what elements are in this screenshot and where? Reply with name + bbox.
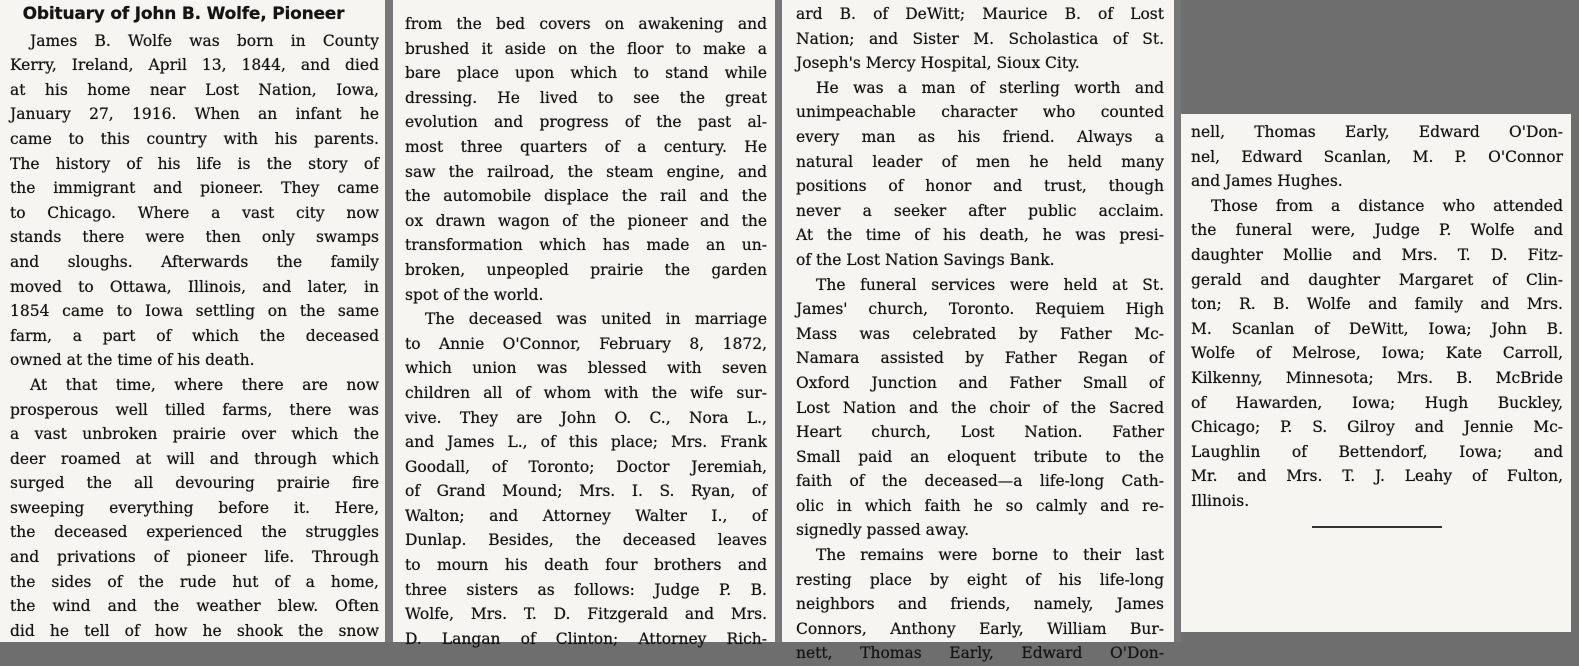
text-line: to Chicago. Where a vast city now — [10, 203, 379, 222]
text-line: transformation which has made an un- — [405, 236, 767, 255]
text-line: Oxford Junction and Father Small of — [796, 373, 1164, 392]
text-line: Laughlin of Bettendorf, Iowa; and — [1191, 442, 1563, 461]
text-line: The deceased was united in marriage — [425, 310, 767, 329]
text-line: farm, a part of which the deceased — [10, 326, 379, 345]
text-line: neighbors and friends, namely, James — [796, 595, 1164, 614]
text-line: James' church, Toronto. Requiem High — [796, 300, 1164, 319]
text-line: positions of honor and trust, though — [796, 177, 1164, 196]
text-line: Mr. and Mrs. T. J. Leahy of Fulton, — [1191, 467, 1563, 486]
text-line: signedly passed away. — [796, 521, 970, 540]
text-line: saw the railroad, the steam engine, and — [405, 162, 767, 181]
text-line: Illinois. — [1191, 491, 1250, 510]
text-line: nell, Thomas Early, Edward O'Don- — [1191, 123, 1563, 141]
text-line: stands there were then only swamps — [10, 228, 379, 247]
text-line: most three quarters of a century. He — [405, 137, 767, 156]
text-line: did he tell of how he shook the snow — [10, 621, 379, 640]
text-line: spot of the world. — [405, 285, 544, 304]
text-line: Kerry, Ireland, April 13, 1844, and died — [10, 56, 379, 75]
text-line: a vast unbroken prairie over which the — [10, 425, 379, 444]
text-line: broken, unpeopled prairie the garden — [405, 260, 767, 279]
text-line: nel, Edward Scanlan, M. P. O'Connor — [1191, 147, 1563, 166]
text-line: Connors, Anthony Early, William Bur- — [796, 619, 1164, 638]
text-line: owned at the time of his death. — [10, 351, 255, 370]
text-line: He was a man of sterling worth and — [816, 78, 1164, 97]
text-line: M. Scanlan of DeWitt, Iowa; John B. — [1191, 319, 1563, 338]
text-line: Those from a distance who attended — [1211, 196, 1563, 215]
text-line: bare place upon which to stand while — [405, 64, 767, 83]
text-line: Namara assisted by Father Regan of — [796, 349, 1164, 368]
text-line: at his home near Lost Nation, Iowa, — [10, 80, 379, 99]
text-line: Goodall, of Toronto; Doctor Jeremiah, — [405, 457, 767, 476]
text-line: Kilkenny, Minnesota; Mrs. B. McBride — [1191, 368, 1563, 387]
text-line: the automobile displace the rail and the — [405, 187, 767, 206]
column-text — [405, 12, 767, 651]
text-line: and sloughs. Afterwards the family — [10, 252, 379, 271]
text-line: ton; R. B. Wolfe and family and Mrs. — [1191, 295, 1563, 314]
text-line: of Grand Mound; Mrs. I. S. Ryan, of — [405, 482, 767, 501]
text-line: Small paid an eloquent tribute to the — [796, 447, 1164, 466]
text-line: and James Hughes. — [1191, 172, 1343, 191]
text-line: Wolfe, Mrs. T. D. Fitzgerald and Mrs. — [405, 605, 767, 624]
text-line: resting place by eight of his life-long — [796, 570, 1164, 589]
text-line: and James L., of this place; Mrs. Frank — [405, 433, 767, 452]
text-line: which union was blessed with seven — [405, 359, 767, 378]
text-line: Nation; and Sister M. Scholastica of St. — [796, 29, 1164, 48]
text-line: daughter Mollie and Mrs. T. D. Fitz- — [1191, 245, 1563, 264]
text-line: brushed it aside on the floor to make a — [405, 39, 767, 58]
text-line: The remains were borne to their last — [816, 546, 1164, 565]
clipping-column-2 — [393, 0, 775, 648]
column-text — [1191, 120, 1563, 514]
text-line: James B. Wolfe was born in County — [30, 31, 379, 50]
text-line: to Annie O'Connor, February 8, 1872, — [405, 334, 767, 353]
text-line: Lost Nation and the choir of the Sacred — [796, 398, 1164, 417]
clipping-column-3 — [782, 0, 1174, 663]
column-gutter — [385, 0, 393, 642]
text-line: January 27, 1916. When an infant he — [10, 105, 379, 124]
text-line: of the Lost Nation Savings Bank. — [796, 250, 1055, 269]
column-gutter — [1174, 0, 1181, 642]
text-line: evolution and progress of the past al- — [405, 113, 767, 132]
text-line: unimpeachable character who counted — [796, 103, 1164, 122]
text-line: the funeral were, Judge P. Wolfe and — [1191, 221, 1563, 240]
text-line: ox drawn wagon of the pioneer and the — [405, 211, 767, 230]
text-line: every man as his friend. Always a — [796, 127, 1164, 146]
text-line: the immigrant and pioneer. They came — [10, 179, 379, 198]
clipping-column-1 — [0, 0, 385, 642]
column-text — [796, 2, 1164, 666]
column-text — [10, 29, 379, 644]
text-line: Walton; and Attorney Walter I., of — [405, 506, 767, 525]
text-line: prosperous well tilled farms, there was — [10, 400, 379, 419]
text-line: olic in which faith he so calmly and re- — [796, 496, 1164, 515]
text-line: dressing. He lived to see the great — [405, 88, 767, 107]
text-line: nett, Thomas Early, Edward O'Don- — [796, 644, 1164, 663]
text-line: children all of whom with the wife sur- — [405, 383, 767, 402]
text-line: ard B. of DeWitt; Maurice B. of Lost — [796, 5, 1164, 23]
text-line: to mourn his death four brothers and — [405, 556, 767, 575]
text-line: At the time of his death, he was presi- — [796, 226, 1164, 245]
text-line: The history of his life is the story of — [10, 154, 379, 173]
text-line: moved to Ottawa, Illinois, and later, in — [10, 277, 379, 296]
text-line: the wind and the weather blew. Often — [10, 597, 379, 616]
obituary-title: Obituary of John B. Wolfe, Pioneer — [22, 4, 345, 24]
text-line: came to this country with his parents. — [10, 129, 379, 148]
text-line: Wolfe of Melrose, Iowa; Kate Carroll, — [1191, 344, 1563, 363]
text-line: Mass was celebrated by Father Mc- — [796, 324, 1164, 343]
text-line: Joseph's Mercy Hospital, Sioux City. — [796, 54, 1080, 73]
column-gutter — [775, 0, 782, 642]
text-line: Heart church, Lost Nation. Father — [796, 423, 1164, 442]
text-line: and privations of pioneer life. Through — [10, 548, 379, 567]
text-line: natural leader of men he held many — [796, 152, 1164, 171]
text-line: three sisters as follows: Judge P. B. — [405, 580, 767, 599]
text-line: from the bed covers on awakening and — [405, 15, 767, 33]
text-line: 1854 came to Iowa settling on the same — [10, 302, 379, 321]
text-line: sweeping everything before it. Here, — [10, 498, 379, 517]
text-line: The funeral services were held at St. — [816, 275, 1164, 294]
text-line: Chicago; P. S. Gilroy and Jennie Mc- — [1191, 418, 1563, 437]
text-line: At that time, where there are now — [30, 375, 379, 394]
text-line: never a seeker after public acclaim. — [796, 201, 1164, 220]
text-line: the sides of the rude hut of a home, — [10, 572, 379, 591]
text-line: of Hawarden, Iowa; Hugh Buckley, — [1191, 393, 1563, 412]
clipping-column-4 — [1181, 114, 1571, 632]
text-line: vive. They are John O. C., Nora L., — [405, 408, 767, 427]
text-line: deer roamed at will and through which — [10, 449, 379, 468]
text-line: Dunlap. Besides, the deceased leaves — [405, 531, 767, 550]
end-rule — [1312, 526, 1442, 528]
text-line: gerald and daughter Margaret of Clin- — [1191, 270, 1563, 289]
text-line: the deceased experienced the struggles — [10, 523, 379, 542]
text-line: faith of the deceased—a life-long Cath- — [796, 472, 1164, 491]
text-line: surged the all devouring prairie fire — [10, 474, 379, 493]
text-line: D. Langan of Clinton; Attorney Rich- — [405, 629, 767, 648]
